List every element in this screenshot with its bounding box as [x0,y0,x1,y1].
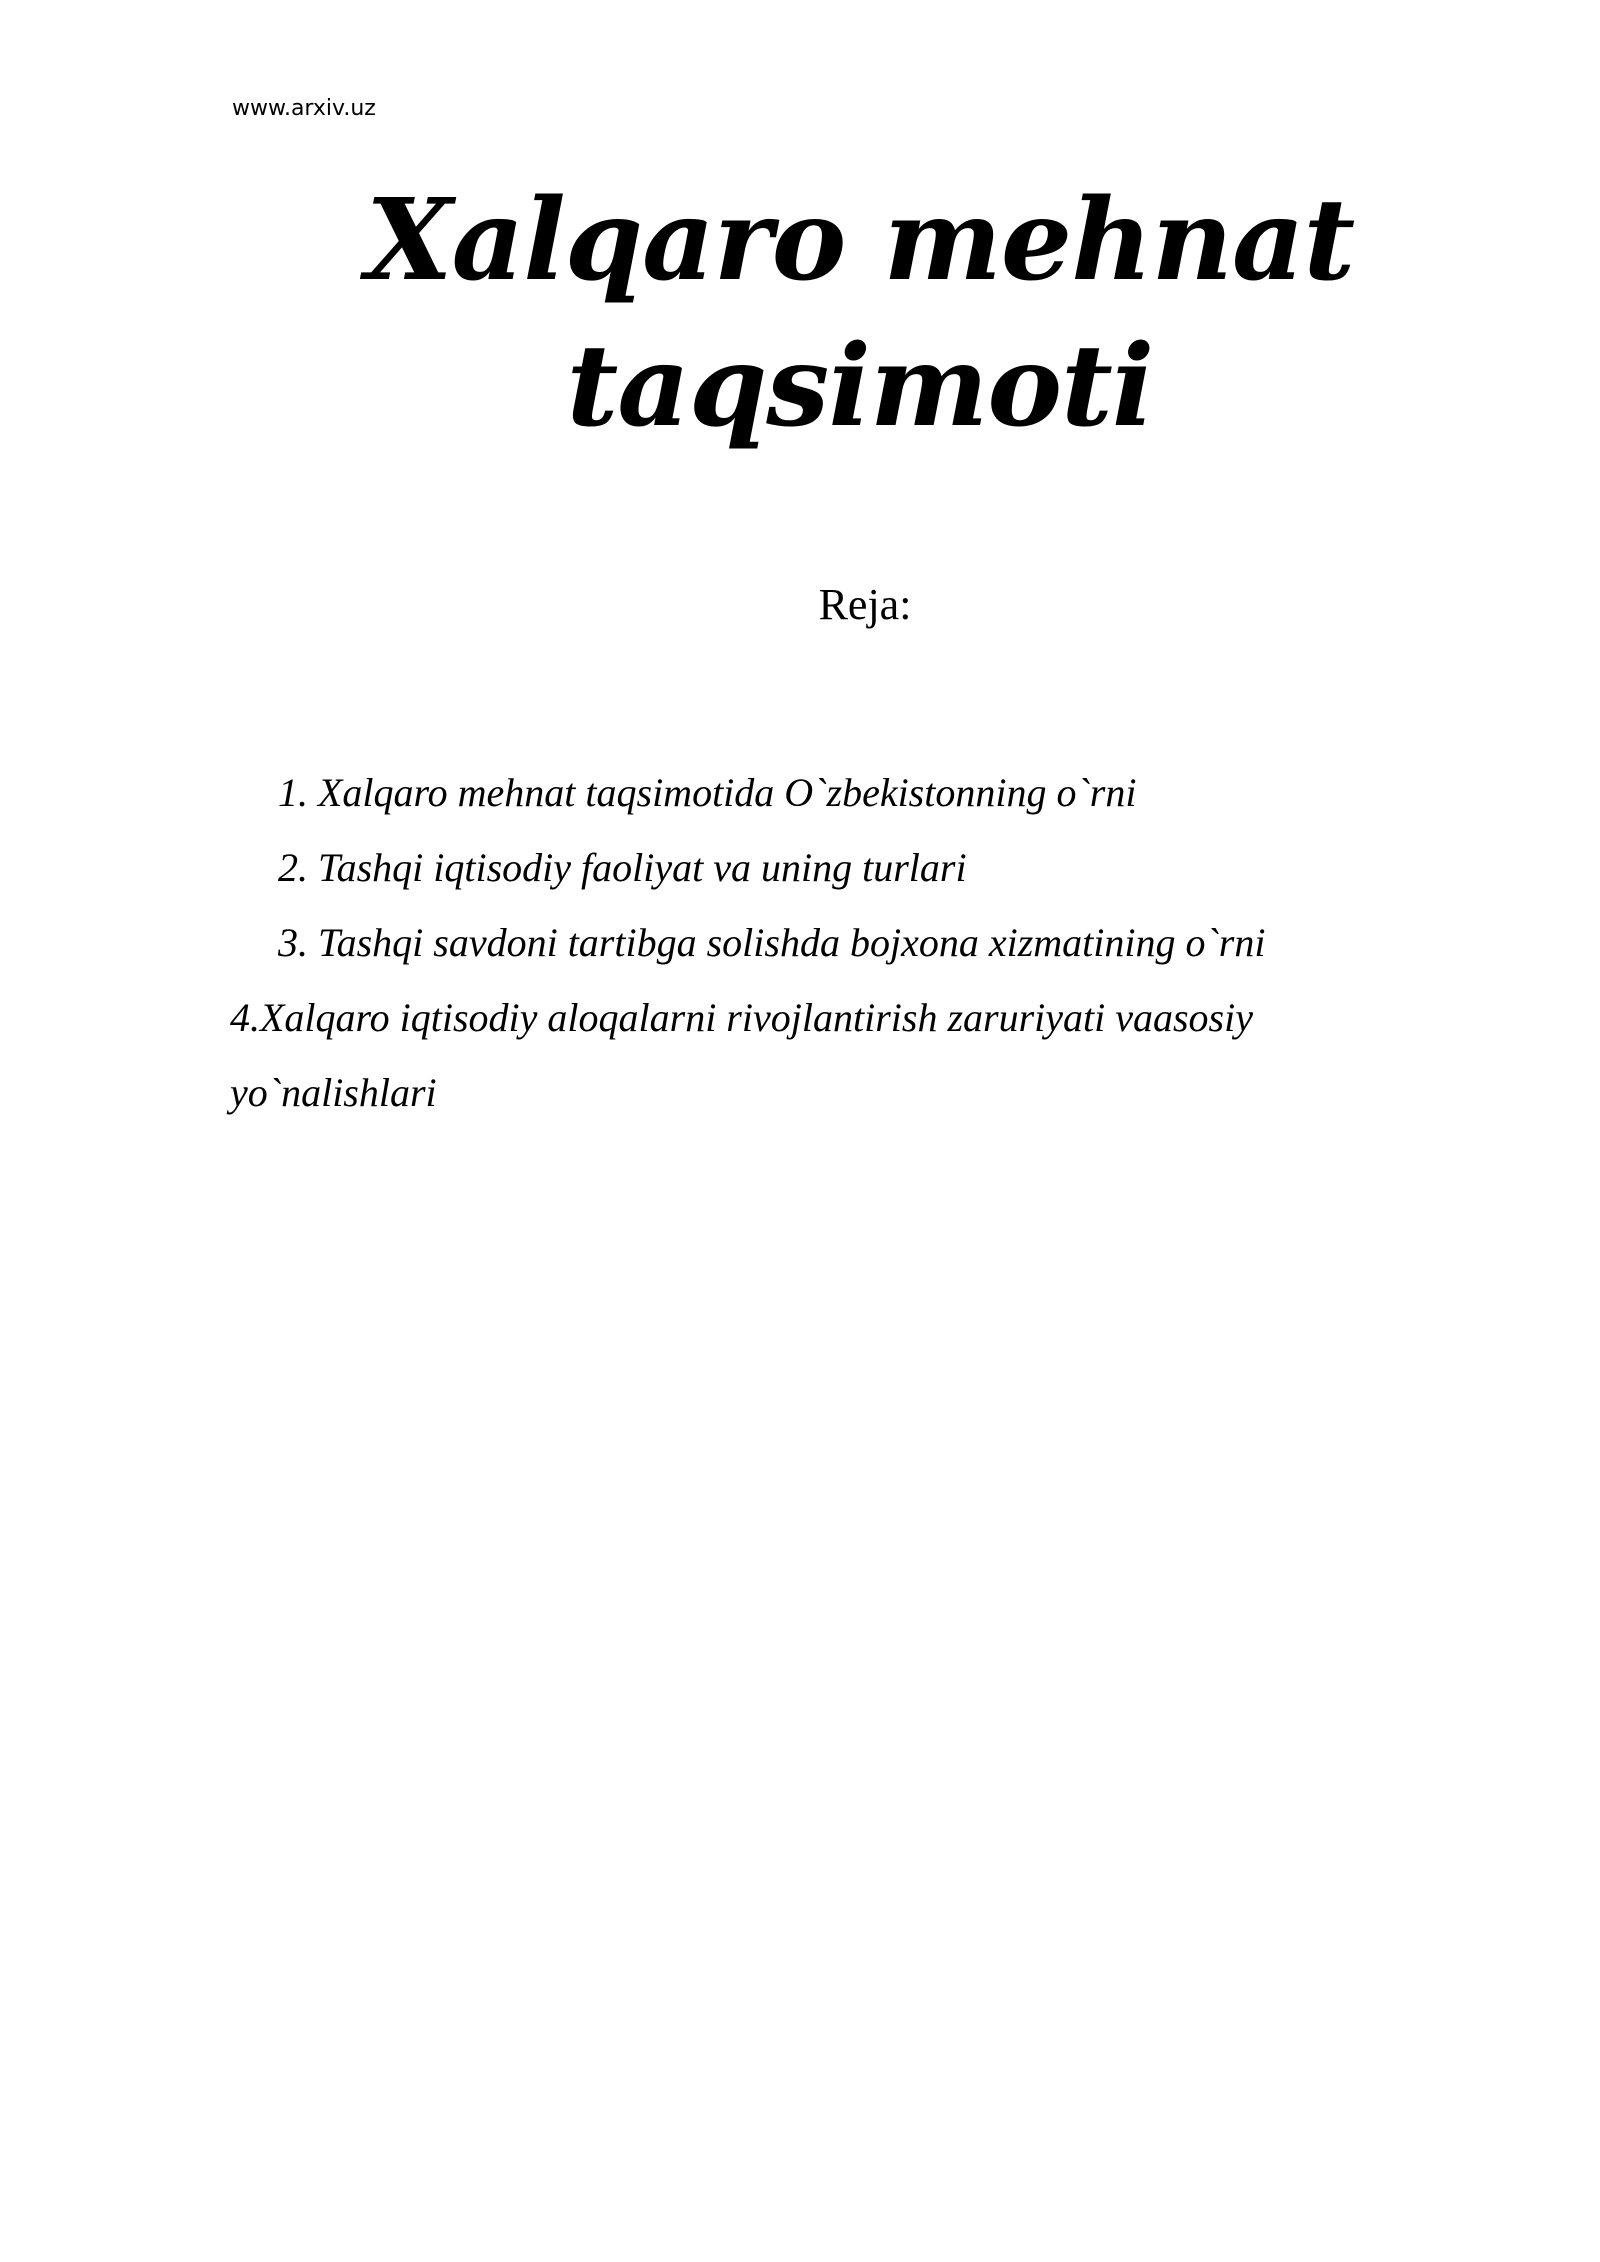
title-line-2: taqsimoti [566,321,1154,452]
plan-item-3: 3. Tashqi savdoni tartibga solishda bojxona xizmatining o`rni [278,920,1266,965]
plan-item-4: 4.Xalqaro iqtisodiy aloqalarni rivojlantirish zaruriyati vaasosiy yo`nalishlari [230,995,1253,1115]
plan-heading: Reja: [818,580,912,629]
plan-item-2: 2. Tashqi iqtisodiy faoliyat va uning turlari [278,845,967,890]
plan-list [230,755,1410,1130]
title-line-1: Xalqaro mehnat [365,175,1355,306]
document-title [330,168,1390,460]
site-link[interactable]: www.arxiv.uz [232,96,376,121]
plan-item-1: 1. Xalqaro mehnat taqsimotida O`zbekistonning o`rni [278,770,1137,815]
